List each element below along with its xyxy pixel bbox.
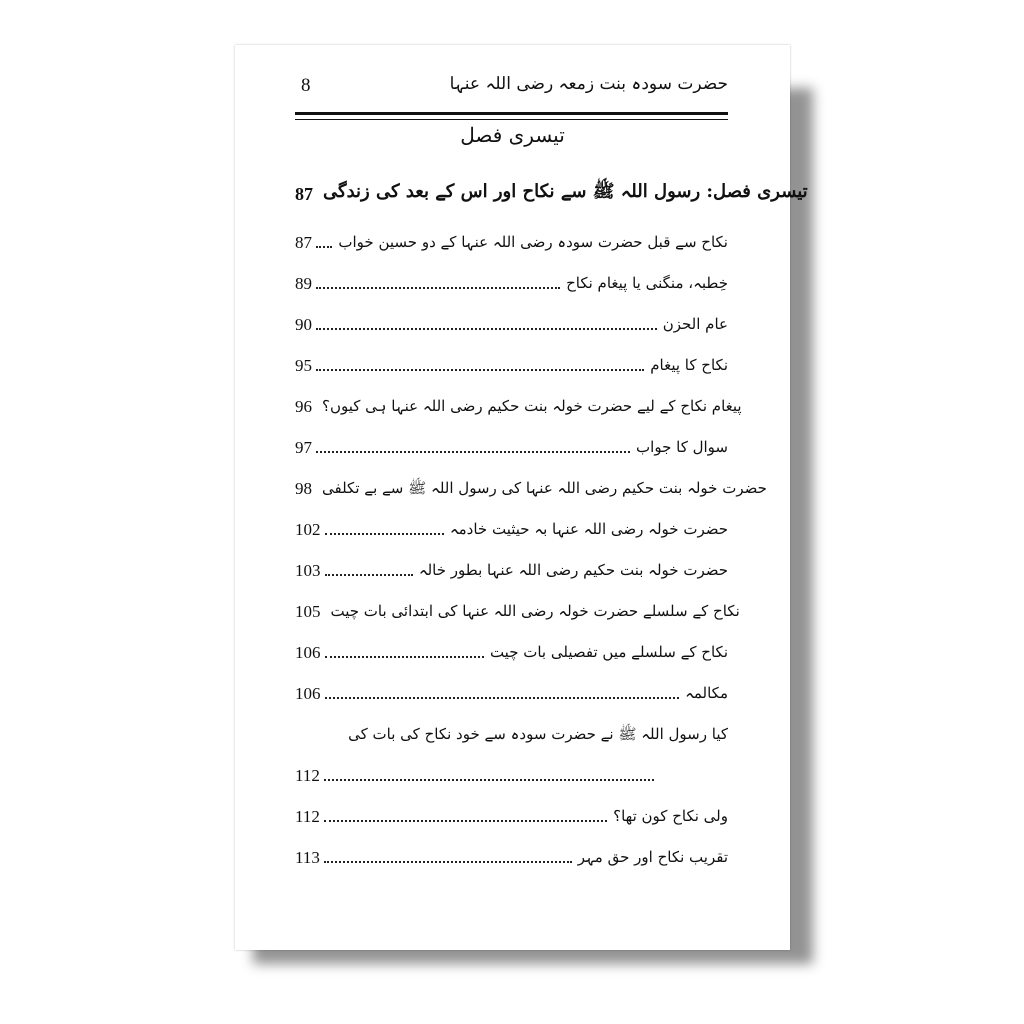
header-rule-thin [295,119,728,120]
toc-entry-title: نکاح کے سلسلے حضرت خولہ رضی اللہ عنہا کی ابتدائی بات چیت [330,602,740,620]
toc-entry-title: نکاح کے سلسلے میں تفصیلی بات چیت [489,643,728,661]
dot-leader [316,287,560,289]
toc-entry [295,217,728,251]
toc-entry-title: خِطبہ، منگنی یا پیغام نکاح [566,274,728,292]
toc-page-number: 103 [295,561,321,580]
toc-entry-title: حضرت خولہ بنت حکیم رضی اللہ عنہا بطور خالہ [418,561,728,579]
toc-entry-wrapped-title [295,709,728,743]
toc-entry [295,340,728,374]
toc-entry [295,381,742,416]
toc-entry-title: نکاح سے قبل حضرت سودہ رضی اللہ عنہا کے دو حسین خواب [338,233,728,251]
toc-entry-title: سوال کا جواب [636,438,728,456]
toc-page-number: 105 [295,602,321,621]
toc-page-number: 96 [295,397,312,416]
dot-leader [324,861,572,863]
toc-entry [295,832,728,866]
toc-entry-wrapped-leader [295,750,728,784]
toc-entry-title: تیسری فصل: رسول اللہ ﷺ سے نکاح اور اس کے بعد کی زندگی [323,181,808,203]
chapter-heading: تیسری فصل [460,123,565,147]
toc-entry-title: ولی نکاح کون تھا؟ [613,807,728,825]
toc-entry-title: مکالمہ [685,684,728,702]
toc-entry [295,299,728,333]
toc-page-number: 98 [295,479,312,498]
toc-page-number: 87 [295,184,313,204]
dot-leader [324,779,654,781]
dot-leader [325,574,413,576]
toc-entry [295,586,740,621]
toc-page-number: 87 [295,233,312,252]
toc-entry-title: حضرت خولہ رضی اللہ عنہا بہ حیثیت خادمہ [449,520,728,538]
toc-entry-title: تقریب نکاح اور حق مہر [577,848,728,866]
toc-page-number: 106 [295,643,321,662]
toc-entry [295,791,728,825]
toc-page-number: 102 [295,520,321,539]
toc-entry [295,504,728,538]
toc-page-number: 95 [295,356,312,375]
toc-entry-title: عام الحزن [662,315,728,333]
toc-entry [295,463,767,498]
toc-entry-title: حضرت خولہ بنت حکیم رضی اللہ عنہا کی رسول اللہ ﷺ سے بے تکلفی [322,479,767,497]
toc-page-number: 90 [295,315,312,334]
dot-leader [325,533,444,535]
page-header [295,73,728,103]
toc-entry [295,668,728,702]
toc-entry [295,545,728,579]
toc-page-number: 112 [295,807,320,826]
dot-leader [316,328,657,330]
page-number: 8 [301,75,311,96]
toc-page-number: 113 [295,848,320,867]
toc-entry [295,627,728,661]
book-page [235,45,808,950]
dot-leader [316,451,630,453]
dot-leader [325,656,484,658]
dot-leader [324,820,607,822]
toc-entry-title: پیغام نکاح کے لیے حضرت خولہ بنت حکیم رضی اللہ عنہا ہی کیوں؟ [322,397,742,415]
toc-entry [295,258,728,292]
toc-entry [295,422,728,456]
dot-leader [325,697,680,699]
toc-page-number: 89 [295,274,312,293]
toc-page-number: 112 [295,766,320,785]
toc-page-number: 106 [295,684,321,703]
running-title: حضرت سودہ بنت زمعہ رضی اللہ عنہا [449,74,728,94]
toc-entry-title: نکاح کا پیغام [650,356,728,374]
header-rule-thick [295,112,728,115]
dot-leader [316,369,644,371]
toc-main-entry [295,169,808,204]
toc-entry-title: کیا رسول اللہ ﷺ نے حضرت سودہ سے خود نکاح کی بات کی [348,725,728,743]
dot-leader [316,246,332,248]
toc-page-number: 97 [295,438,312,457]
